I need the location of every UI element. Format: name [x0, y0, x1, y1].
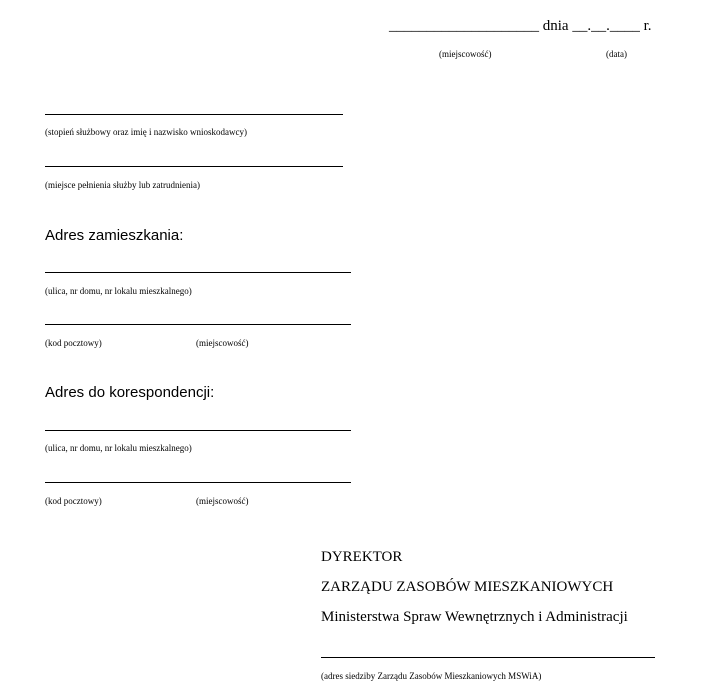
residence-postcode-city-line[interactable] — [45, 324, 351, 325]
service-place-line[interactable] — [45, 166, 343, 167]
recipient-line-1: DYREKTOR — [321, 549, 403, 565]
correspondence-postcode-caption: (kod pocztowy) — [45, 496, 102, 506]
residence-city-caption: (miejscowość) — [196, 338, 249, 348]
residence-heading: Adres zamieszkania: — [45, 227, 184, 244]
correspondence-street-line[interactable] — [45, 430, 351, 431]
applicant-name-caption: (stopień służbowy oraz imię i nazwisko wnioskodawcy) — [45, 127, 247, 137]
residence-postcode-caption: (kod pocztowy) — [45, 338, 102, 348]
place-date-line[interactable]: ____________________ dnia __.__.____ r. — [389, 18, 652, 34]
applicant-name-line[interactable] — [45, 114, 343, 115]
correspondence-street-caption: (ulica, nr domu, nr lokalu mieszkalnego) — [45, 443, 192, 453]
place-caption: (miejscowość) — [439, 49, 492, 59]
correspondence-heading: Adres do korespondencji: — [45, 384, 215, 401]
recipient-address-line[interactable] — [321, 657, 655, 658]
service-place-caption: (miejsce pełnienia służby lub zatrudnienia) — [45, 180, 200, 190]
correspondence-city-caption: (miejscowość) — [196, 496, 249, 506]
recipient-address-caption: (adres siedziby Zarządu Zasobów Mieszkaniowych MSWiA) — [321, 671, 542, 681]
residence-street-line[interactable] — [45, 272, 351, 273]
correspondence-postcode-city-line[interactable] — [45, 482, 351, 483]
recipient-line-2: ZARZĄDU ZASOBÓW MIESZKANIOWYCH — [321, 579, 614, 595]
residence-street-caption: (ulica, nr domu, nr lokalu mieszkalnego) — [45, 286, 192, 296]
date-caption: (data) — [606, 49, 627, 59]
recipient-line-3: Ministerstwa Spraw Wewnętrznych i Administracji — [321, 609, 628, 625]
